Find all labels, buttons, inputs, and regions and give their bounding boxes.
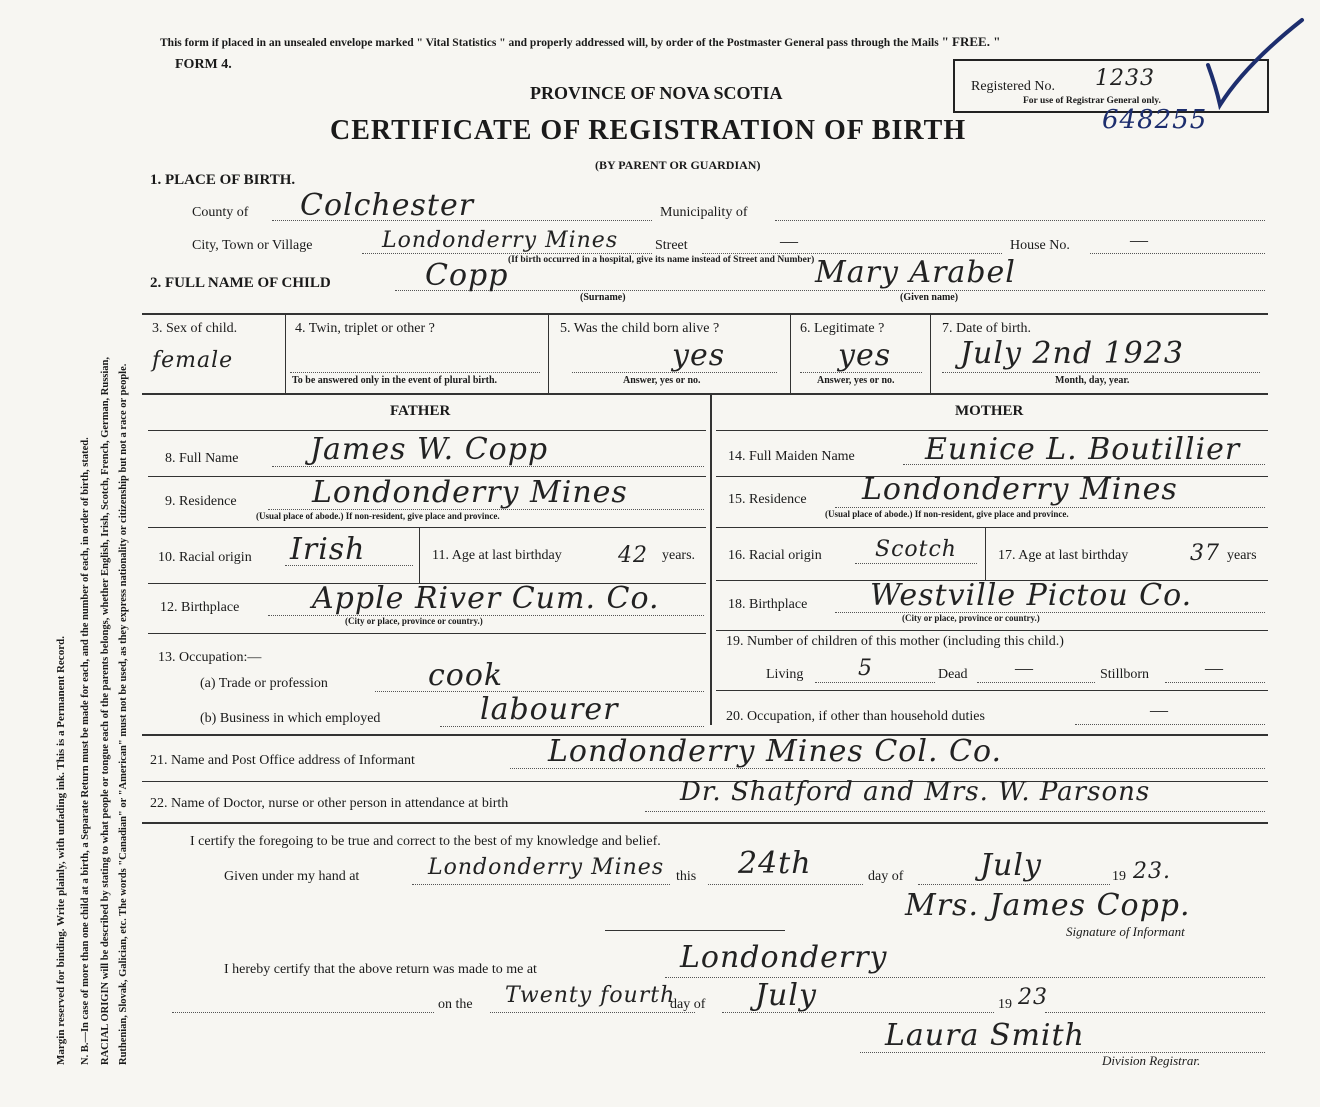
father-age-label: 11. Age at last birthday	[432, 548, 562, 563]
margin-note-2: N. B.—In case of more than one child at a birth, a Separate Return must be made for each, and the number of each, in order of birth, stated.	[80, 437, 91, 1065]
registrar-day-of-label: day of	[670, 997, 706, 1012]
twin-label: 4. Twin, triplet or other ?	[295, 321, 435, 336]
informant-label: 21. Name and Post Office address of Informant	[150, 753, 415, 768]
month-value: July	[980, 848, 1042, 883]
father-residence-label: 9. Residence	[165, 494, 237, 509]
mother-years-label: years	[1227, 548, 1257, 563]
year-value: 23.	[1133, 859, 1171, 884]
day-of-label: day of	[868, 869, 904, 884]
city-label: City, Town or Village	[192, 238, 313, 253]
registered-number: 1233	[1095, 66, 1155, 91]
doctor-value: Dr. Shatford and Mrs. W. Parsons	[680, 777, 1151, 807]
doctor-label: 22. Name of Doctor, nurse or other person in attendance at birth	[150, 796, 509, 811]
father-residence-note: (Usual place of abode.) If non-resident, give place and province.	[256, 511, 500, 521]
street-label: Street	[655, 238, 688, 253]
registered-label: Registered No.	[971, 79, 1055, 94]
father-race-label: 10. Racial origin	[158, 550, 252, 565]
dob-label: 7. Date of birth.	[942, 321, 1032, 336]
stillborn-label: Stillborn	[1100, 667, 1150, 682]
sex-label: 3. Sex of child.	[152, 321, 238, 336]
mother-residence-value: Londonderry Mines	[862, 472, 1178, 507]
alive-note: Answer, yes or no.	[623, 375, 701, 386]
hospital-note: (If birth occurred in a hospital, give its name instead of Street and Number)	[508, 255, 815, 265]
mother-birthplace-value: Westville Pictou Co.	[870, 578, 1193, 613]
margin-note-4: Ruthenian, Slovak, Galician, etc. The words "Canadian" or "American" must not be used, as they express nationality or citizenship but not a race or people.	[118, 363, 129, 1065]
father-birthplace-label: 12. Birthplace	[160, 600, 240, 615]
certificate-subtitle: (BY PARENT OR GUARDIAN)	[595, 158, 761, 172]
father-birthplace-note: (City or place, province or country.)	[345, 616, 483, 626]
informant-value: Londonderry Mines Col. Co.	[548, 734, 1003, 769]
mother-residence-note: (Usual place of abode.) If non-resident, give place and province.	[825, 509, 1069, 519]
this-label: this	[676, 869, 697, 884]
form-number: FORM 4.	[175, 57, 232, 72]
mother-occupation-label: 20. Occupation, if other than household duties	[726, 709, 985, 724]
twin-note: To be answered only in the event of plural birth.	[292, 375, 498, 386]
dob-value: July 2nd 1923	[960, 336, 1184, 371]
division-registrar-label: Division Registrar.	[1102, 1053, 1201, 1068]
father-name-value: James W. Copp	[310, 432, 549, 467]
mother-birthplace-note: (City or place, province or country.)	[902, 613, 1040, 623]
mother-occupation-value: —	[1150, 700, 1168, 720]
living-value: 5	[858, 656, 873, 681]
father-heading: FATHER	[390, 403, 451, 419]
alive-value: yes	[672, 338, 726, 373]
mother-name-value: Eunice L. Boutillier	[925, 432, 1241, 467]
dob-note: Month, day, year.	[1055, 375, 1130, 386]
certificate-title: CERTIFICATE OF REGISTRATION OF BIRTH	[330, 115, 967, 146]
father-race-value: Irish	[290, 532, 366, 567]
legitimate-value: yes	[838, 338, 892, 373]
street-value: —	[780, 231, 798, 251]
province-heading: PROVINCE OF NOVA SCOTIA	[530, 83, 783, 103]
children-count-label: 19. Number of children of this mother (including this child.)	[726, 634, 1064, 649]
mother-heading: MOTHER	[955, 403, 1024, 419]
stamp-number: 648255	[1102, 105, 1208, 135]
father-age-value: 42	[618, 543, 648, 568]
checkmark-icon	[1200, 15, 1310, 110]
business-label: (b) Business in which employed	[200, 711, 381, 726]
postal-notice	[160, 34, 1000, 50]
mother-race-label: 16. Racial origin	[728, 548, 822, 563]
county-value: Colchester	[300, 188, 475, 223]
child-surname: Copp	[425, 258, 509, 293]
dead-value: —	[1015, 658, 1033, 678]
surname-note: (Surname)	[580, 292, 626, 303]
house-label: House No.	[1010, 238, 1070, 253]
child-name-label: 2. FULL NAME OF CHILD	[150, 275, 331, 291]
registrar-signature: Laura Smith	[885, 1018, 1085, 1053]
registrar-statement: I hereby certify that the above return was made to me at	[224, 962, 537, 977]
legitimate-note: Answer, yes or no.	[817, 375, 895, 386]
mother-residence-label: 15. Residence	[728, 492, 807, 507]
municipality-label: Municipality of	[660, 205, 748, 220]
given-place-value: Londonderry Mines	[428, 855, 665, 880]
stillborn-value: —	[1205, 658, 1223, 678]
legitimate-label: 6. Legitimate ?	[800, 321, 885, 336]
registrar-day-value: Twenty fourth	[505, 983, 676, 1008]
father-name-label: 8. Full Name	[165, 451, 239, 466]
business-value: labourer	[480, 692, 619, 727]
dead-label: Dead	[938, 667, 968, 682]
registrar-place: Londonderry	[680, 940, 888, 975]
signature-label: Signature of Informant	[1066, 924, 1185, 939]
father-residence-value: Londonderry Mines	[312, 475, 628, 510]
registrar-year-value: 23	[1018, 985, 1048, 1010]
free-label: " FREE. "	[941, 34, 1001, 49]
registrar-general-note: For use of Registrar General only.	[1023, 96, 1161, 106]
father-occupation-label: 13. Occupation:—	[158, 650, 262, 665]
certify-statement: I certify the foregoing to be true and correct to the best of my knowledge and belief.	[190, 834, 661, 849]
father-birthplace-value: Apple River Cum. Co.	[312, 581, 660, 616]
mother-age-label: 17. Age at last birthday	[998, 548, 1129, 563]
day-value: 24th	[738, 846, 812, 881]
given-name-note: (Given name)	[900, 292, 959, 303]
registrar-year-prefix: 19	[998, 997, 1012, 1012]
on-the-label: on the	[438, 997, 473, 1012]
year-prefix: 19	[1112, 869, 1126, 884]
margin-note-1: Margin reserved for binding. Write plainly, with unfading ink. This is a Permanent Record.	[55, 636, 67, 1065]
postal-notice-text: This form if placed in an unsealed envelope marked " Vital Statistics " and properly addressed will, by order of the Postmaster General pass through the Mails	[160, 37, 939, 49]
mother-age-value: 37	[1190, 541, 1220, 566]
trade-value: cook	[428, 658, 504, 693]
house-value: —	[1130, 230, 1148, 250]
city-value: Londonderry Mines	[382, 228, 619, 253]
county-label: County of	[192, 205, 249, 220]
sex-value: female	[152, 348, 234, 373]
living-label: Living	[766, 667, 804, 682]
margin-note-3: RACIAL ORIGIN will be described by stating to what people or tongue each of the parents belongs, whether English, Irish, Scotch, French, German, Russian,	[100, 356, 111, 1065]
registrar-month-value: July	[755, 978, 817, 1013]
informant-signature: Mrs. James Copp.	[905, 888, 1191, 923]
child-given-name: Mary Arabel	[815, 255, 1016, 290]
father-years-label: years.	[662, 548, 696, 563]
mother-race-value: Scotch	[875, 537, 957, 562]
mother-birthplace-label: 18. Birthplace	[728, 597, 808, 612]
given-under-label: Given under my hand at	[224, 869, 360, 884]
alive-label: 5. Was the child born alive ?	[560, 321, 720, 336]
place-of-birth-heading: 1. PLACE OF BIRTH.	[150, 172, 296, 188]
mother-name-label: 14. Full Maiden Name	[728, 449, 855, 464]
trade-label: (a) Trade or profession	[200, 676, 328, 691]
